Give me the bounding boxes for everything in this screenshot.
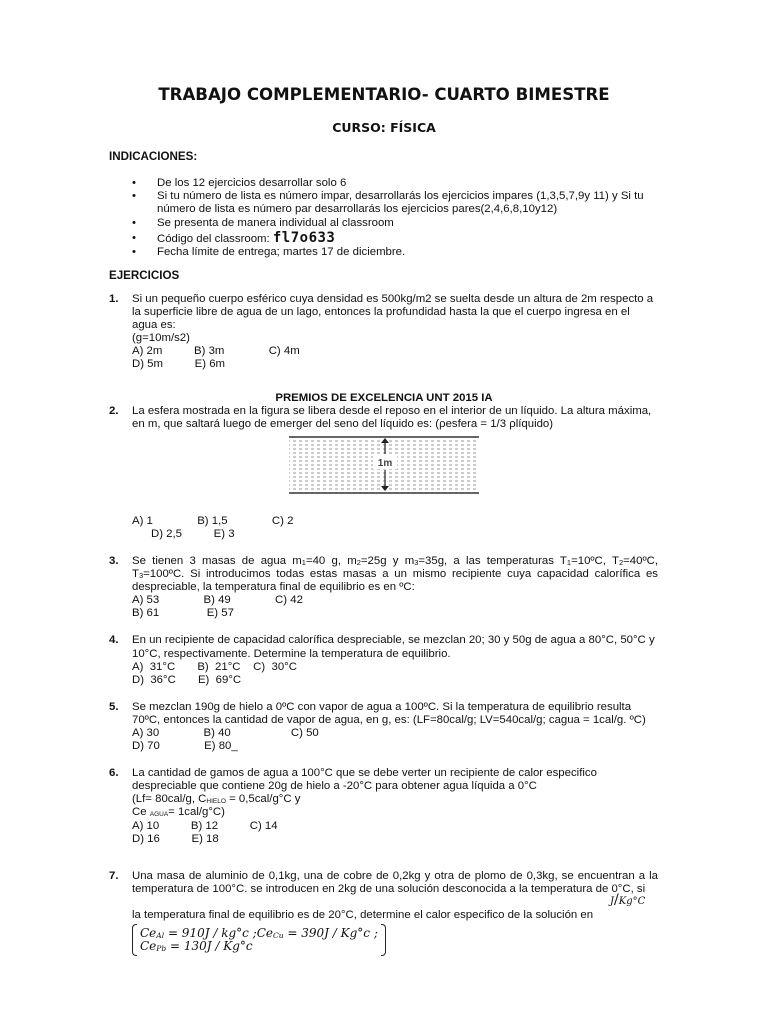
- exercise-given: (Lf= 80cal/g, $C_{HIELO} = 0,5cal/g^\circ C$ y: [132, 793, 301, 806]
- height-label: 1m: [377, 457, 393, 469]
- exercise-number: 6.: [109, 767, 119, 780]
- exercise-7: [110, 870, 658, 955]
- list-item: • De los 12 ejercicios desarrollar solo 6: [132, 177, 347, 190]
- exercise-given: (g=10m/s2): [132, 332, 190, 345]
- answer-options: A) 1 B) 1,5 C) 2: [132, 514, 294, 527]
- answer-options: A) 10 B) 12 C) 14: [132, 819, 278, 832]
- document-title: TRABAJO COMPLEMENTARIO- CUARTO BIMESTRE: [158, 85, 610, 104]
- answer-options: D) 16 E) 18: [132, 832, 219, 845]
- exercise-text: Se tienen 3 masas de agua $m_1=40$ g, $m_2=25g$ y $m_3=35g$, a las temperaturas $T_1=10ºC$, $T_2=40ºC$, $T_3=100ºC$. Si introducimos todas estas masas a un mismo recipiente cuya capacidad calorífica es despreciable, la temperatura final de equilibrio es en ºC:: [132, 554, 658, 594]
- exercises-heading: EJERCICIOS: [109, 268, 180, 282]
- bullet-icon: •: [132, 245, 136, 258]
- premios-heading: PREMIOS DE EXCELENCIA UNT 2015 IA: [275, 391, 493, 404]
- exercise-6: [110, 767, 658, 846]
- exercise-text: En un recipiente de capacidad calorífica despreciable, se mezclan 20; 30 y 50g de agua a 80°C, 50°C y 10°C, respectivamente. Determine la temperatura de equilibrio.: [132, 634, 655, 660]
- course-label: CURSO: FÍSICA: [332, 120, 436, 136]
- bullet-icon: •: [132, 177, 136, 190]
- exercise-text: Se mezclan 190g de hielo a 0ºC con vapor de agua a 100ºC. Si la temperatura de equilibrio resulta 70ºC, entonces la cantidad de vapor de agua, en g, es: (LF=80cal/g; LV=540cal/g; cagua = 1cal/g. ºC): [132, 700, 646, 726]
- answer-options: B) 61 E) 57: [132, 607, 234, 620]
- exercise-number: 5.: [109, 700, 119, 713]
- liquid-container-figure: [287, 435, 487, 513]
- exercise-text: la temperatura final de equilibrio es de 20°C, determine el calor especifico de la solución en J/Kg°C: [132, 891, 646, 921]
- answer-options: A) 31°C B) 21°C C) 30°C: [132, 660, 297, 673]
- bullet-icon: •: [132, 190, 136, 203]
- exercise-text: La esfera mostrada en la figura se libera desde el reposo en el interior de un líquido. La altura máxima, en m, que saltará luego de emerger del seno del líquido es: (ρesfera = 1/3 ρlíquido): [132, 404, 652, 430]
- bullet-icon: •: [132, 216, 136, 229]
- exercise-number: 1.: [109, 292, 119, 305]
- list-item: • Se presenta de manera individual al classroom: [132, 216, 394, 229]
- answer-options: D) 36°C E) 69°C: [132, 673, 242, 686]
- exercise-3: [110, 555, 658, 620]
- classroom-code: fl7o633: [272, 229, 336, 246]
- specific-heat-formula: $Ce_{Al} = 910J / kg^\circ c$ $;Ce_{Cu} = 390J / Kg^\circ c$ ; $Ce_{Pb} = 130J / Kg^\circ c$: [132, 925, 386, 955]
- exercise-2: [110, 405, 658, 541]
- answer-options: A) 2m B) 3m C) 4m: [132, 345, 300, 358]
- unit-fraction: J/Kg°C: [610, 891, 646, 908]
- exercise-5: [110, 701, 658, 753]
- exercise-text: Una masa de aluminio de 0,1kg, una de cobre de 0,2kg y otra de plomo de 0,3kg, se encuentran a la temperatura de 100°C. se introducen en 2kg de una solución desconocida a la temperatura de 0°C, si: [132, 869, 658, 895]
- answer-options: D) 70 E) 80_: [132, 740, 238, 753]
- exercise-given: Ce $_{AGUA}$= 1cal/g°C): [132, 806, 225, 819]
- exercise-text: Si un pequeño cuerpo esférico cuya densidad es 500kg/m2 se suelta desde un altura de 2m respecto a la superficie libre de agua de un lago, entonces la profundidad hasta la que el cuerpo ingresa en el agua es:: [132, 292, 654, 332]
- exercise-number: 2.: [109, 404, 119, 417]
- indications-list: [110, 177, 658, 259]
- answer-options: A) 53 B) 49 C) 42: [132, 594, 303, 607]
- liquid-figure: [132, 435, 658, 515]
- exercise-1: [110, 293, 658, 372]
- indications-heading: INDICACIONES:: [109, 150, 198, 164]
- exercise-number: 4.: [109, 634, 119, 647]
- exercise-number: 3.: [109, 554, 119, 567]
- answer-options: A) 30 B) 40 C) 50: [132, 727, 319, 739]
- exercise-number: 7.: [109, 869, 119, 882]
- answer-options: D) 2,5 E) 3: [132, 527, 235, 540]
- list-item: • Si tu número de lista es número impar, desarrollarás los ejercicios impares (1,3,5,7,9y 11) y Si tu número de lista es número par desarrollarás los ejercicios pares(2,4,6,8,10y12): [132, 190, 644, 216]
- list-item: • Código del classroom: fl7o633: [132, 229, 336, 246]
- answer-options: D) 5m E) 6m: [132, 358, 226, 371]
- bullet-icon: •: [132, 231, 136, 244]
- list-item: • Fecha límite de entrega; martes 17 de diciembre.: [132, 245, 406, 258]
- exercise-4: [110, 634, 658, 686]
- exercise-text: La cantidad de gamos de agua a 100°C que se debe verter un recipiente de calor especifico despreciable que contiene 20g de hielo a -20°C para obtener agua líquida a 0°C: [132, 767, 597, 793]
